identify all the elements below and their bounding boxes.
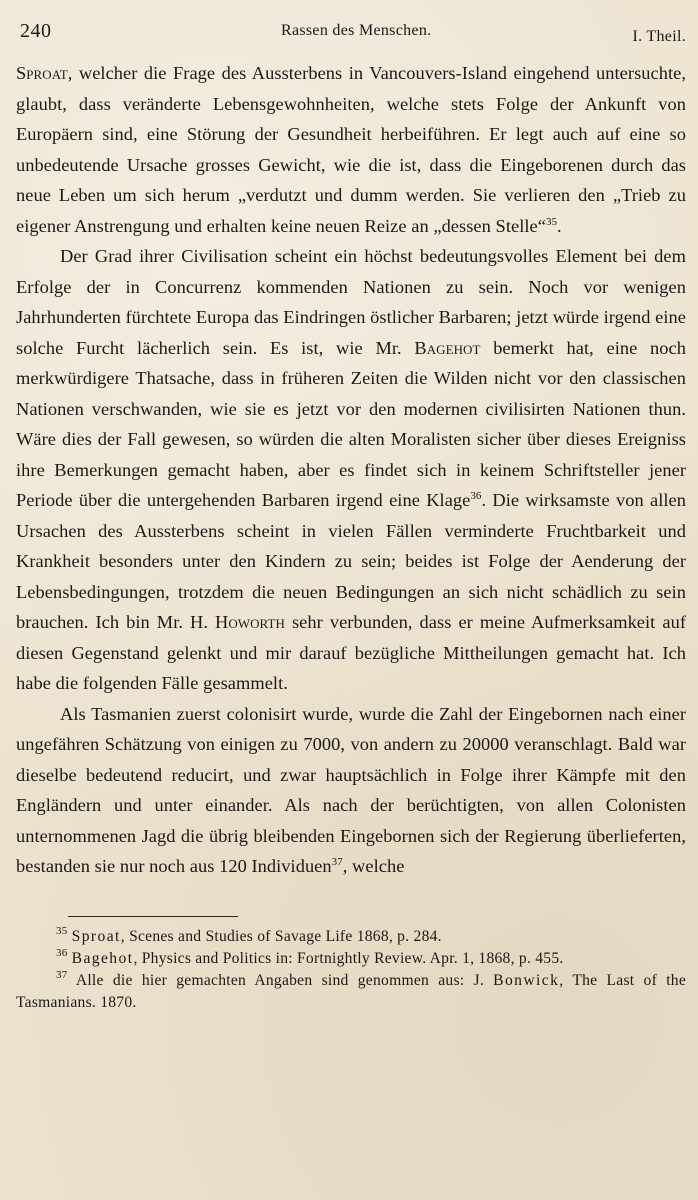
paragraph-civilisation	[16, 241, 686, 699]
footnote-text: , Scenes and Studies of Savage Life 1868, p. 284.	[120, 927, 442, 945]
footnote-text: Alle die hier gemachten Angaben sind genommen aus: J.	[75, 971, 494, 989]
footnote-author: Bonwick	[493, 971, 560, 989]
text-run: , welche	[342, 856, 405, 876]
part-label: I. Theil.	[632, 28, 686, 45]
footnote-author: Sproat	[71, 927, 121, 945]
text-run: Als Tasmanien zuerst colonisirt wurde, wurde die Zahl der Eingebornen nach einer ungefähren Schätzung von einigen zu 7000, von andern zu 20000 veranschlagt. Bald war dieselbe bedeutend reducirt, und zwar hauptsächlich in Folge ihrer Kämpfe mit den Engländern und unter einander. Als nach der berüchtigten, von allen Colonisten unternommenen Jagd die übrig bleibenden Eingebornen sich der Regierung überlieferten, bestanden sie nur noch aus 120 Individuen	[16, 703, 686, 876]
footnote-item	[16, 948, 686, 970]
text-run: bemerkt hat, eine noch merkwürdigere Thatsache, dass in früheren Zeiten die Wilden nicht vor den classischen Nationen verschwanden, wie sie es jetzt vor den modernen civilisirten Nationen thun. Wäre dies der Fall gewesen, so würden die alten Moralisten sicher über dieses Ereigniss ihre Bemerkungen gemacht haben, aber es findet sich in keinem Schriftsteller jener Periode über die untergehenden Barbaren irgend eine Klage	[16, 337, 686, 510]
footnote-divider	[68, 916, 238, 917]
main-text	[16, 58, 686, 882]
page-number: 240	[20, 20, 52, 42]
running-head	[16, 18, 686, 58]
text-run: , welcher die Frage des Aussterbens in Vancouvers-Island eingehend untersuchte, glaubt, dass veränderte Lebensgewohnheiten, welche stets Folge der Ankunft von Europäern sind, eine Störung der Gesundheit herbeiführen. Er legt auch auf eine so unbedeutende Ursache grosses Gewicht, wie die ist, dass die Eingeborenen durch das neue Leben um sich herum „verdutzt und dumm werden. Sie verlieren den „Trieb zu eigener Anstrengung und erhalten keine neuen Reize an „dessen Stelle“	[16, 63, 686, 236]
footnote-item	[16, 926, 686, 948]
text-run: . Die wirksamste von allen Ursachen des Aussterbens scheint in vielen Fällen verminderte Fruchtbarkeit und Krankheit besonders unter den Kindern zu sein; beides ist Folge der Aenderung der Lebensbedingungen, trotzdem die neuen Bedingungen an sich nicht schädlich zu sein brauchen. Ich bin Mr. H.	[16, 490, 686, 632]
text-run: Der Grad ihrer Civilisation scheint ein höchst bedeutungsvolles Element bei dem Erfolge der in Concurrenz kommenden Nationen zu sein. Noch vor wenigen Jahrhunderten fürchtete Europa das Eindringen östlicher Barbaren; jetzt würde irgend eine solche Furcht lächerlich sein. Es ist, wie Mr.	[16, 246, 687, 358]
paragraph-sproat	[16, 58, 686, 241]
footnote-text: , The Last of the Tasmanians. 1870.	[16, 971, 686, 1011]
author-name: Sproat	[16, 63, 68, 83]
running-title: Rassen des Menschen.	[281, 22, 432, 39]
text-run: .	[557, 215, 562, 236]
footnote-ref: 37	[331, 856, 343, 868]
footnote-ref: 35	[545, 215, 558, 228]
footnote-author: Bagehot	[71, 949, 134, 967]
author-name: Howorth	[215, 612, 285, 632]
paragraph-tasmania	[16, 699, 686, 882]
footnote-item	[16, 970, 686, 1014]
footnote-ref: 36	[470, 490, 482, 502]
footnote-number: 35	[56, 924, 68, 937]
footnote-text: , Physics and Politics in: Fortnightly Review. Apr. 1, 1868, p. 455.	[133, 949, 564, 967]
author-name: Bagehot	[414, 337, 481, 358]
footnote-number: 36	[56, 946, 68, 959]
text-run: sehr verbunden, dass er meine Aufmerksamkeit auf diesen Gegenstand gelenkt und mir darauf bezügliche Mittheilungen gemacht hat. Ich habe die folgenden Fälle gesammelt.	[16, 612, 686, 693]
footnotes	[16, 926, 686, 1014]
footnote-number: 37	[56, 968, 68, 981]
